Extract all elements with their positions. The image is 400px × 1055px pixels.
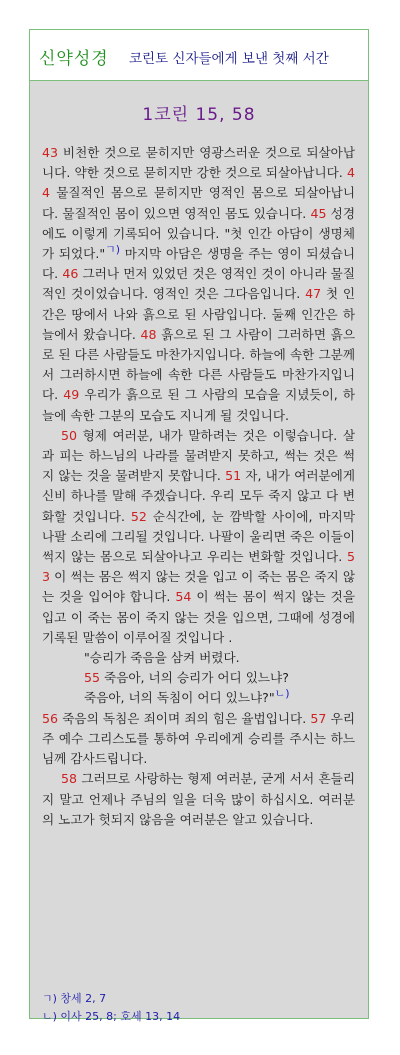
verse-text: 우리가 흙으로 된 그 사람의 모습을 지녔듯이, 하늘에 속한 그분의 모습도 지니게 될 것입니다. xyxy=(42,387,355,423)
footnote-marker[interactable]: ㄱ) xyxy=(105,242,121,256)
paragraph-4 xyxy=(42,769,355,830)
poem-text: 죽음아, 너의 독침이 어디 있느냐?" xyxy=(84,690,275,706)
verse-text: 우리 주 예수 그리스도를 통하여 우리에게 승리를 주시는 하느님께 감사드립니다. xyxy=(42,710,355,767)
verse-number: 43 xyxy=(42,145,59,160)
poem-text: "승리가 죽음을 삼켜 버렸다. xyxy=(84,650,240,666)
verse-text: 마지막 아담은 생명을 주는 영이 되셨습니다. xyxy=(42,246,355,282)
page-frame xyxy=(29,29,369,1023)
footnote-2: ㄴ) 이사 25, 8; 호세 13, 14 xyxy=(42,1010,181,1023)
paragraph-1 xyxy=(42,143,355,426)
brand-title: 신약성경 xyxy=(39,49,109,69)
poem-text: 죽음아, 너의 승리가 어디 있느냐? xyxy=(100,670,289,686)
verse-number: 49 xyxy=(63,387,80,403)
verse-text: 흙으로 된 그 사람이 그러하면 흙으로 된 다른 사람들도 마찬가지입니다. 하늘에 속한 그분께서 그러하시면 하늘에 속한 다른 사람들도 마찬가지입니다. xyxy=(42,326,356,403)
verse-text: 비천한 것으로 묻히지만 영광스러운 것으로 되살아납니다. 약한 것으로 묻히지만 강한 것으로 되살아납니다. xyxy=(42,145,355,181)
verse-text: 첫 인간은 땅에서 나와 흙으로 된 사람입니다. 둘째 인간은 하늘에서 왔습니다. xyxy=(42,286,356,342)
book-title: 코린토 신자들에게 보낸 첫째 서간 xyxy=(129,51,329,67)
verse-number: 57 xyxy=(310,710,327,726)
verse-number: 53 xyxy=(42,549,355,585)
verse-text: 그러나 먼저 있었던 것은 영적인 것이 아니라 물질적인 것이었습니다. 영적인 것은 그다음입니다. xyxy=(42,266,355,302)
verse-text: 성경에도 이렇게 기록되어 있습니다. "첫 인간 아담이 생명체가 되었다." xyxy=(42,205,355,262)
chapter-reference: 1코린 15, 58 xyxy=(142,105,256,125)
verse-number: 58 xyxy=(61,771,78,787)
paragraph-2 xyxy=(42,426,355,648)
verse-text: 이 썩는 몸은 썩지 않는 것을 입고 이 죽는 몸은 죽지 않는 것을 입어야 합니다. xyxy=(42,569,355,605)
verse-text: 이 썩는 몸이 썩지 않는 것을 입고 이 죽는 몸이 죽지 않는 것을 입으면, 그때에 성경에 기록된 말씀이 이루어질 것입니다 . xyxy=(42,589,355,645)
poem-line-2 xyxy=(42,668,355,688)
verse-number: 44 xyxy=(42,165,355,201)
verse-number: 48 xyxy=(140,326,157,342)
verse-number: 50 xyxy=(61,427,78,443)
verse-number: 45 xyxy=(310,205,327,221)
poem-line-1 xyxy=(42,648,355,668)
verse-number: 47 xyxy=(305,286,322,302)
footnotes xyxy=(42,990,355,1026)
verse-number: 52 xyxy=(130,508,147,524)
verse-number: 55 xyxy=(84,670,101,686)
footnote-marker[interactable]: ㄴ) xyxy=(274,687,290,701)
verse-text: 순식간에, 눈 깜박할 사이에, 마지막 나팔 소리에 그리될 것입니다. 나팔이 울리면 죽은 이들이 썩지 않는 몸으로 되살아나고 우리는 변화할 것입니다. xyxy=(42,508,355,565)
verse-text: 그러므로 사랑하는 형제 여러분, 굳게 서서 흔들리지 말고 언제나 주님의 일을 더욱 많이 하십시오. 여러분의 노고가 헛되지 않음을 여러분은 알고 있습니다. xyxy=(42,771,355,827)
footnote-1: ㄱ) 창세 2, 7 xyxy=(42,992,107,1005)
verse-text: 자, 내가 여러분에게 신비 하나를 말해 주겠습니다. 우리 모두 죽지 않고 다 변화할 것입니다. xyxy=(42,468,356,524)
scripture-text xyxy=(42,143,355,830)
verse-number: 46 xyxy=(62,266,79,282)
verse-number: 54 xyxy=(175,589,192,605)
verse-text: 물질적인 몸으로 묻히지만 영적인 몸으로 되살아납니다. 물질적인 몸이 있으면 영적인 몸도 있습니다. xyxy=(42,185,355,221)
verse-number: 51 xyxy=(225,468,242,484)
paragraph-3 xyxy=(42,709,355,770)
verse-text: 죽음의 독침은 죄이며 죄의 힘은 율법입니다. xyxy=(58,710,311,726)
verse-text: 형제 여러분, 내가 말하려는 것은 이렇습니다. 살과 피는 하느님의 나라를 물려받지 못하고, 썩는 것은 썩지 않는 것을 물려받지 못합니다. xyxy=(42,427,355,484)
header-bar xyxy=(30,30,368,81)
poem-line-3 xyxy=(42,688,355,708)
verse-number: 56 xyxy=(42,710,59,726)
